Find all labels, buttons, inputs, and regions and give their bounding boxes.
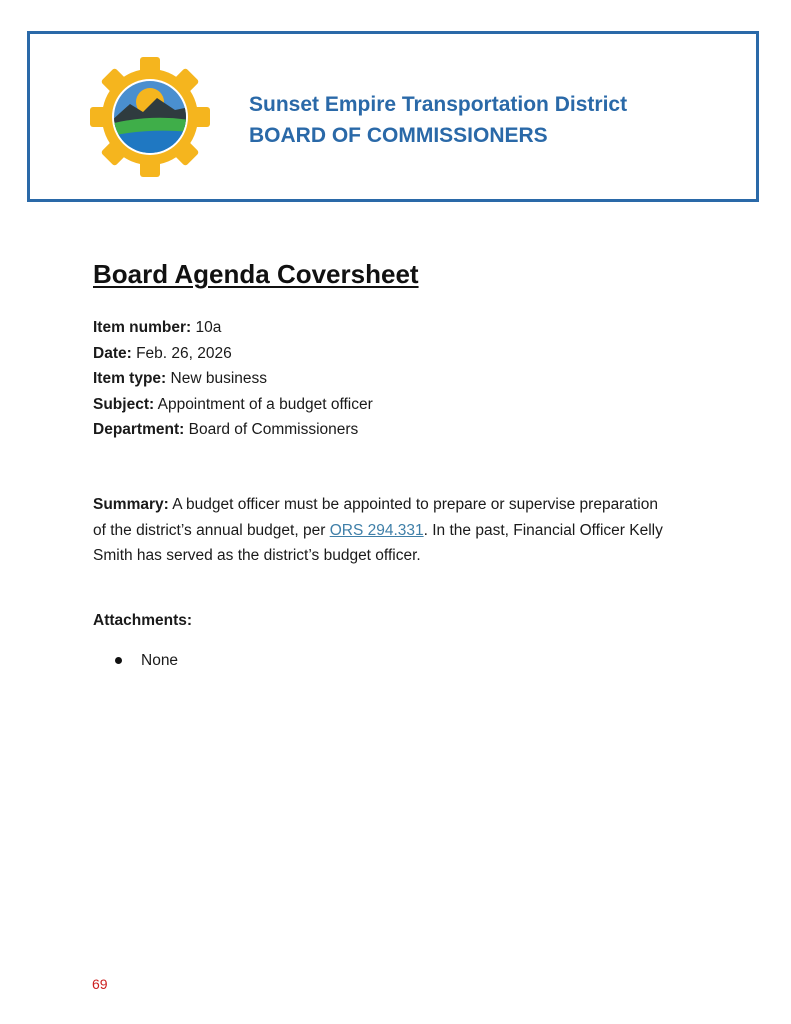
date-row bbox=[93, 341, 373, 367]
summary-paragraph bbox=[93, 492, 673, 569]
item-type-label: Item type: bbox=[93, 370, 167, 387]
department-row bbox=[93, 417, 373, 443]
board-name: BOARD OF COMMISSIONERS bbox=[249, 124, 548, 147]
summary-label: Summary: bbox=[93, 496, 169, 513]
page-title: Board Agenda Coversheet bbox=[93, 259, 419, 289]
header-banner bbox=[27, 31, 759, 202]
department-label: Department: bbox=[93, 421, 185, 438]
item-number-row bbox=[93, 315, 373, 341]
department-value: Board of Commissioners bbox=[188, 421, 359, 438]
ors-statute-link[interactable]: ORS 294.331 bbox=[329, 521, 424, 539]
attachments-label: Attachments: bbox=[93, 612, 193, 629]
summary-text-before-link: A budget officer must be appointed to prepare or supervise preparation of the district’s annual budget, per bbox=[93, 496, 658, 539]
agenda-fields bbox=[93, 315, 373, 443]
bullet-icon bbox=[115, 657, 122, 664]
item-type-value: New business bbox=[170, 370, 268, 387]
date-value: Feb. 26, 2026 bbox=[136, 344, 232, 362]
organization-heading bbox=[249, 89, 627, 151]
item-number-value: 10a bbox=[195, 319, 222, 336]
attachments-list bbox=[113, 648, 178, 673]
organization-name: Sunset Empire Transportation District bbox=[249, 93, 628, 116]
page-number: 69 bbox=[92, 976, 108, 992]
date-label: Date: bbox=[93, 344, 132, 362]
list-item bbox=[113, 648, 178, 673]
subject-value: Appointment of a budget officer bbox=[157, 395, 373, 413]
gear-landscape-logo-icon bbox=[85, 52, 215, 182]
attachment-item-text: None bbox=[141, 652, 179, 669]
summary-text-after-link: . In the past, Financial Officer Kelly Smith has served as the district’s budget officer. bbox=[93, 521, 663, 564]
subject-row bbox=[93, 392, 373, 418]
subject-label: Subject: bbox=[93, 395, 155, 413]
item-number-label: Item number: bbox=[93, 319, 192, 336]
item-type-row bbox=[93, 366, 373, 392]
